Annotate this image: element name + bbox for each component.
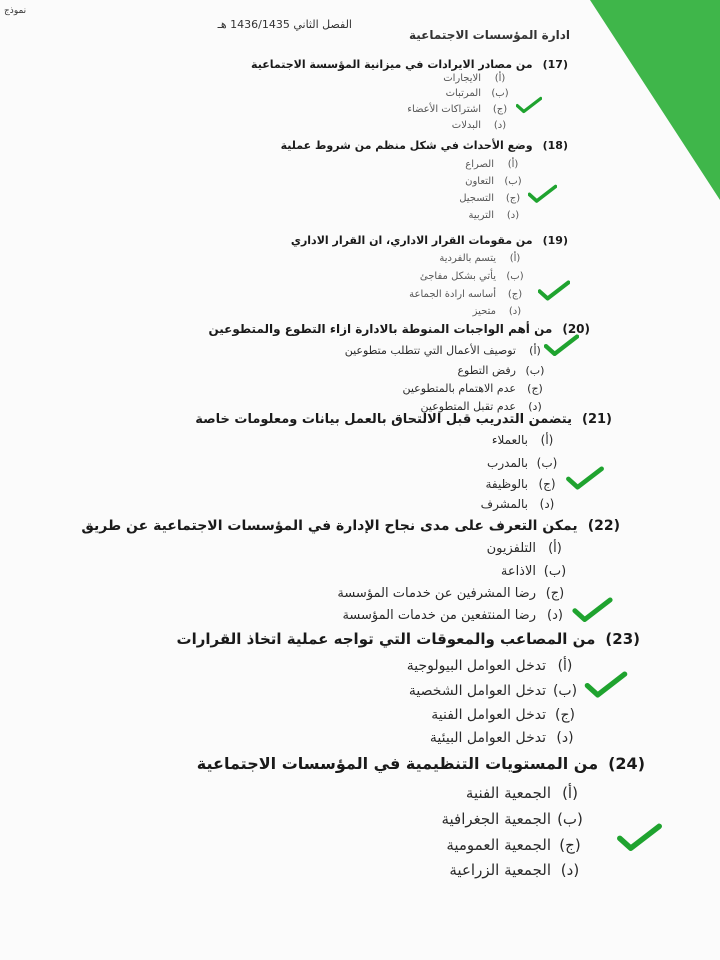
option-mark: (د) <box>556 730 574 746</box>
option-text: بالمدرب <box>487 456 528 470</box>
question-text: من مقومات القرار الاداري، ان القرار الاداري <box>290 234 533 247</box>
option-mark: (ب) <box>525 364 545 377</box>
question-text: من المستويات التنظيمية في المؤسسات الاجتماعية <box>196 754 599 773</box>
option-17-3 <box>407 104 515 115</box>
option-text: تدخل العوامل الفنية <box>431 707 546 723</box>
option-24-1 <box>466 784 585 802</box>
option-mark: (أ) <box>494 73 506 84</box>
course-title: ادارة المؤسسات الاجتماعية <box>408 28 570 42</box>
question-text: وضع الأحداث في شكل منظم من شروط عملية <box>280 139 533 152</box>
question-20 <box>208 322 590 336</box>
question-text: من أهم الواجبات المنوطة بالادارة ازاء التطوع والمتطوعين <box>208 322 553 336</box>
option-text: الايجارات <box>443 73 481 84</box>
option-mark: (ب) <box>557 810 583 828</box>
option-17-1 <box>443 73 515 84</box>
option-text: التلفزيون <box>486 541 536 556</box>
option-text: الجمعية الزراعية <box>449 861 551 879</box>
option-text: التربية <box>468 210 494 221</box>
option-mark: (ب) <box>504 176 522 187</box>
question-17 <box>251 58 568 71</box>
answer-check-icon <box>572 597 613 623</box>
option-21-2 <box>487 456 562 470</box>
option-19-2 <box>420 271 530 282</box>
option-18-4 <box>468 210 528 221</box>
option-text: توصيف الأعمال التي تتطلب متطوعين <box>344 344 516 357</box>
question-number: (23) <box>605 630 640 648</box>
option-text: بالعملاء <box>491 433 528 447</box>
answer-check-icon <box>538 280 570 301</box>
option-19-3 <box>409 289 530 300</box>
option-mark: (ب) <box>491 88 509 99</box>
option-mark: (أ) <box>540 433 554 447</box>
question-text: من مصادر الايرادات في ميزانية المؤسسة الاجتماعية <box>251 58 533 71</box>
option-text: الاذاعة <box>500 564 536 579</box>
option-22-1 <box>487 541 570 556</box>
option-21-3 <box>485 477 562 491</box>
option-mark: (ج) <box>559 836 581 854</box>
question-21 <box>195 412 612 427</box>
option-mark: (ج) <box>507 289 523 300</box>
option-text: رضا المشرفين عن خدمات المؤسسة <box>337 586 536 601</box>
option-mark: (د) <box>493 120 507 131</box>
option-text: رفض التطوع <box>457 364 516 377</box>
question-18 <box>281 139 568 152</box>
answer-check-icon <box>566 466 604 490</box>
option-20-2 <box>457 364 550 377</box>
option-text: عدم الاهتمام بالمتطوعين <box>402 382 516 395</box>
question-23 <box>177 630 640 648</box>
question-19 <box>291 234 568 247</box>
option-mark: (ج) <box>545 586 565 601</box>
option-21-4 <box>481 497 562 511</box>
option-23-3 <box>431 707 580 723</box>
option-17-2 <box>446 88 515 99</box>
question-number: (24) <box>608 754 645 773</box>
option-text: يأتي بشكل مفاجئ <box>419 271 496 282</box>
option-text: التسجيل <box>459 193 494 204</box>
option-mark: (ج) <box>492 104 508 115</box>
option-mark: (ج) <box>505 193 521 204</box>
option-mark: (د) <box>547 608 563 623</box>
option-18-2 <box>465 176 528 187</box>
option-mark: (ج) <box>527 382 543 395</box>
option-mark: (د) <box>506 210 520 221</box>
option-21-1 <box>492 433 562 447</box>
option-19-1 <box>439 253 530 264</box>
question-number: (21) <box>582 412 612 427</box>
option-mark: (ج) <box>538 477 556 491</box>
option-17-4 <box>452 120 515 131</box>
question-number: (17) <box>542 58 568 71</box>
option-mark: (ب) <box>506 271 524 282</box>
question-number: (19) <box>542 234 568 247</box>
question-text: من المصاعب والمعوقات التي تواجه عملية اتخاذ القرارات <box>176 630 596 648</box>
option-mark: (أ) <box>548 541 562 556</box>
option-text: بالوظيفة <box>485 477 528 491</box>
answer-check-icon <box>616 823 663 852</box>
option-18-3 <box>459 193 528 204</box>
option-text: الجمعية الفنية <box>465 784 551 802</box>
option-text: تدخل العوامل الشخصية <box>408 683 546 699</box>
option-24-3 <box>446 836 585 854</box>
option-text: تدخل العوامل البيولوجية <box>406 658 546 674</box>
question-22 <box>81 518 620 534</box>
option-text: الجمعية الجغرافية <box>441 810 551 828</box>
answer-check-icon <box>528 184 557 204</box>
question-number: (22) <box>587 518 620 534</box>
option-text: التعاون <box>465 176 494 187</box>
question-number: (18) <box>542 139 568 152</box>
option-mark: (د) <box>560 861 580 879</box>
option-mark: (د) <box>528 400 542 413</box>
question-text: يمكن التعرف على مدى نجاح الإدارة في المؤسسات الاجتماعية عن طريق <box>81 518 578 534</box>
option-text: اشتراكات الأعضاء <box>407 104 481 115</box>
option-text: الجمعية العمومية <box>446 836 551 854</box>
option-text: عدم تقبل المتطوعين <box>420 400 516 413</box>
option-mark: (د) <box>539 497 555 511</box>
option-text: الصراع <box>465 159 494 170</box>
semester-label: الفصل الثاني 1436/1435 هـ <box>217 18 352 31</box>
option-text: يتسم بالفردية <box>439 253 496 264</box>
option-mark: (ب) <box>552 683 578 699</box>
option-24-2 <box>441 810 585 828</box>
answer-check-icon <box>584 671 628 698</box>
option-mark: (أ) <box>529 344 541 357</box>
option-24-4 <box>449 861 585 879</box>
option-mark: (ج) <box>555 707 575 723</box>
question-number: (20) <box>562 322 590 336</box>
option-mark: (ب) <box>543 564 567 579</box>
option-mark: (أ) <box>509 253 521 264</box>
option-mark: (أ) <box>562 784 578 802</box>
option-mark: (أ) <box>507 159 519 170</box>
option-text: أساسه ارادة الجماعة <box>409 289 496 300</box>
option-text: متحيز <box>472 306 496 317</box>
option-20-1 <box>345 344 550 357</box>
corner-label: نموذج <box>4 6 27 16</box>
option-18-1 <box>465 159 528 170</box>
option-mark: (د) <box>508 306 522 317</box>
option-23-2 <box>409 683 580 699</box>
answer-check-icon <box>544 334 579 357</box>
answer-check-icon <box>516 96 542 114</box>
option-22-2 <box>501 564 570 579</box>
option-22-3 <box>337 586 570 601</box>
option-mark: (ب) <box>536 456 558 470</box>
option-text: رضا المنتفعين من خدمات المؤسسة <box>342 608 536 623</box>
option-text: تدخل العوامل البيئية <box>429 730 546 746</box>
option-23-1 <box>407 658 580 674</box>
option-text: المرتبات <box>445 88 481 99</box>
option-text: البدلات <box>451 120 481 131</box>
option-20-3 <box>402 382 550 395</box>
option-19-4 <box>473 306 530 317</box>
option-mark: (أ) <box>557 658 573 674</box>
option-23-4 <box>430 730 580 746</box>
option-text: بالمشرف <box>480 497 528 511</box>
option-22-4 <box>342 608 570 623</box>
question-text: يتضمن التدريب قبل الالتحاق بالعمل بيانات ومعلومات خاصة <box>195 412 572 427</box>
question-24 <box>197 754 645 773</box>
